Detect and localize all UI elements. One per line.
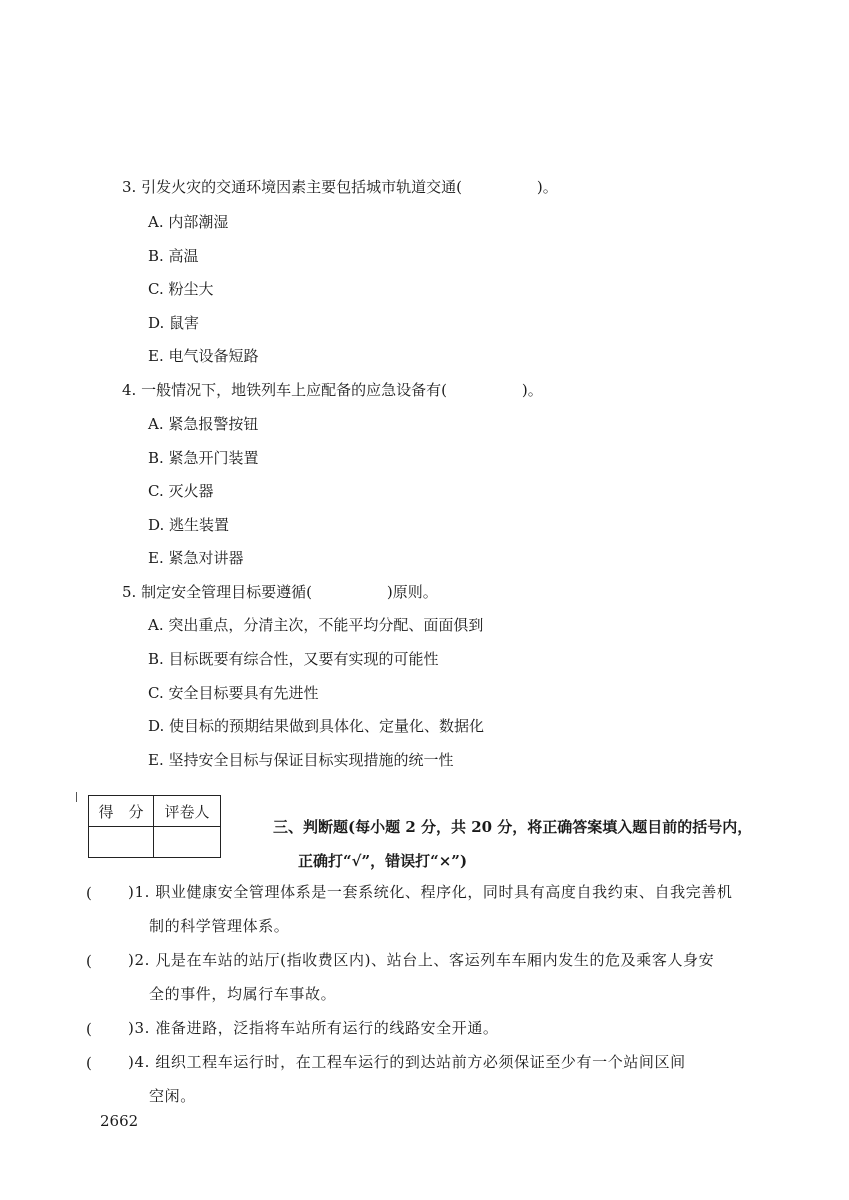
tf-3-line1: )3. 准备进路，泛指将车站所有运行的线路安全开通。 <box>128 1019 499 1037</box>
tf-4-line1: )4. 组织工程车运行时，在工程车运行的到达站前方必须保证至少有一个站间区间 <box>128 1053 686 1071</box>
score-label: 得 分 <box>89 796 154 827</box>
section-3-title: 三、判断题(每小题 2 分，共 20 分，将正确答案填入题目前的括号内， <box>273 818 753 836</box>
tf-item-1 <box>128 875 756 943</box>
q4-option-d: D. 逃生装置 <box>148 516 230 534</box>
q5-option-d: D. 使目标的预期结果做到具体化、定量化、数据化 <box>148 717 485 735</box>
q4-option-b: B. 紧急开门装置 <box>148 449 259 467</box>
tf-2-line1: )2. 凡是在车站的站厅(指收费区内)、站台上、客运列车车厢内发生的危及乘客人身安 <box>128 951 715 969</box>
tf-1-line2: 制的科学管理体系。 <box>149 917 290 935</box>
tf-item-2 <box>128 943 756 1011</box>
section-3-instruction: 正确打“√”，错误打“×”) <box>298 852 468 870</box>
q4-option-c: C. 灭火器 <box>148 482 214 500</box>
q5-option-b: B. 目标既要有综合性，又要有实现的可能性 <box>148 650 439 668</box>
score-box <box>88 795 221 858</box>
tf-1-line1: )1. 职业健康安全管理体系是一套系统化、程序化，同时具有高度自我约束、自我完善机 <box>128 883 733 901</box>
question-3-stem: 3. 引发火灾的交通环境因素主要包括城市轨道交通( )。 <box>122 178 558 196</box>
tf-2-line2: 全的事件，均属行车事故。 <box>149 985 337 1003</box>
q5-option-c: C. 安全目标要具有先进性 <box>148 684 319 702</box>
score-cell <box>89 827 154 858</box>
tf-3-paren: ( <box>86 1020 122 1038</box>
tf-item-4 <box>128 1045 756 1113</box>
question-4-stem: 4. 一般情况下，地铁列车上应配备的应急设备有( )。 <box>122 381 543 399</box>
q4-option-a: A. 紧急报警按钮 <box>148 415 259 433</box>
tf-4-line2: 空闲。 <box>149 1087 196 1105</box>
q3-option-b: B. 高温 <box>148 247 199 265</box>
q3-option-c: C. 粉尘大 <box>148 280 214 298</box>
tf-item-3 <box>128 1011 756 1045</box>
q4-option-e: E. 紧急对讲器 <box>148 549 244 567</box>
q5-option-e: E. 坚持安全目标与保证目标实现措施的统一性 <box>148 751 454 769</box>
q3-option-a: A. 内部潮湿 <box>148 213 229 231</box>
page-number: 2662 <box>100 1112 139 1130</box>
tf-2-paren: ( <box>86 952 122 970</box>
margin-mark <box>76 792 77 802</box>
question-5-stem: 5. 制定安全管理目标要遵循( )原则。 <box>122 583 438 601</box>
grader-label: 评卷人 <box>154 796 221 827</box>
q3-option-d: D. 鼠害 <box>148 314 200 332</box>
tf-1-paren: ( <box>86 884 122 902</box>
q3-option-e: E. 电气设备短路 <box>148 347 259 365</box>
grader-cell <box>154 827 221 858</box>
tf-4-paren: ( <box>86 1054 122 1072</box>
q5-option-a: A. 突出重点，分清主次，不能平均分配、面面俱到 <box>148 616 484 634</box>
